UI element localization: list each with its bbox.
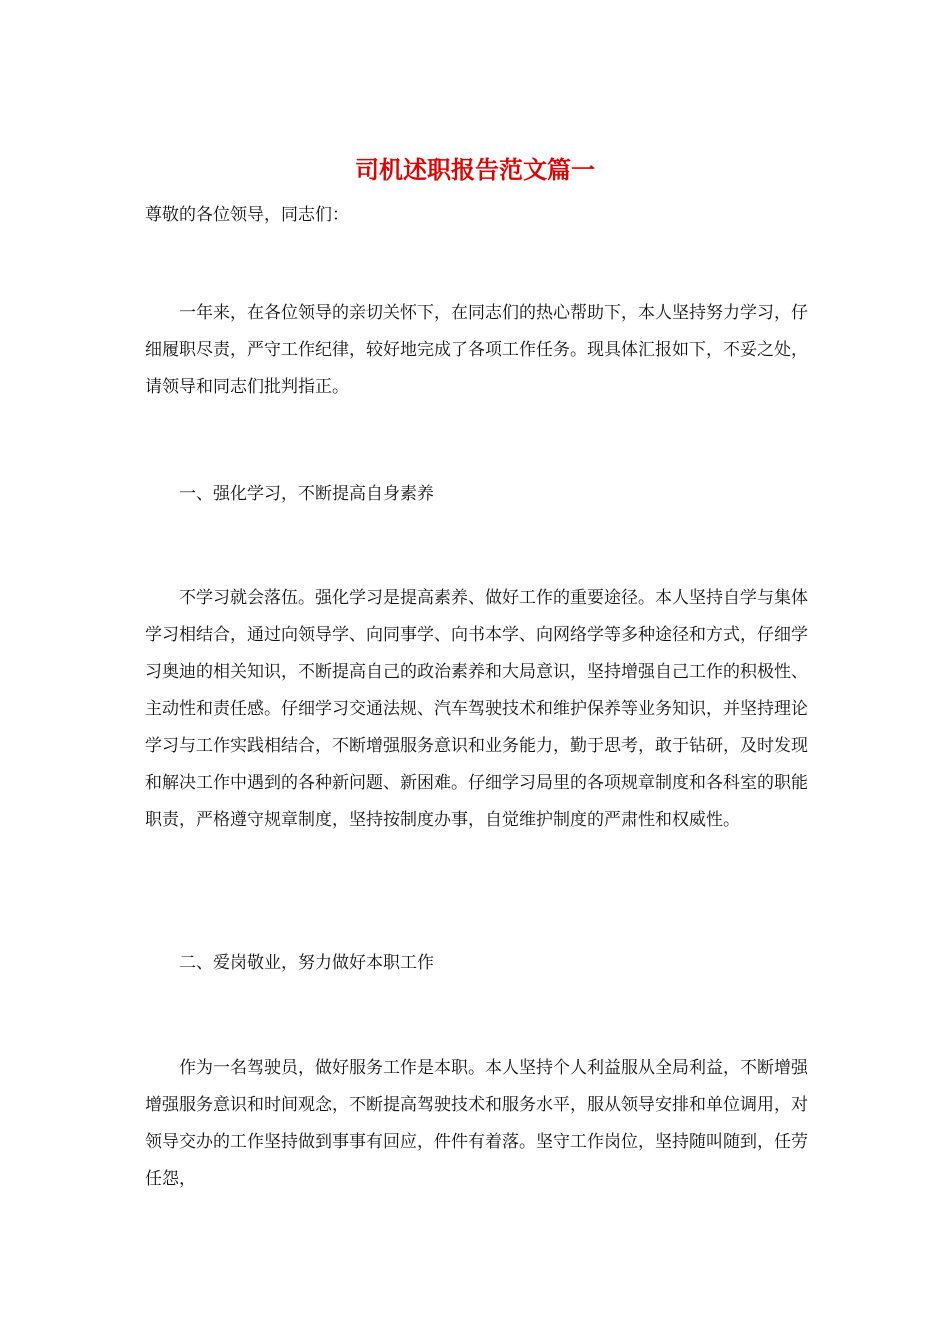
paragraph-study: 不学习就会落伍。强化学习是提高素养、做好工作的重要途径。本人坚持自学与集体学习相结合，通过向领导学、向同事学、向书本学、向网络学等多种途径和方式，仔细学习奥迪的相关知识，不断提高自己的政治素养和大局意识，坚持增强自己工作的积极性、主动性和责任感。仔细学习交通法规、汽车驾驶技术和维护保养等业务知识，并坚持理论学习与工作实践相结合，不断增强服务意识和业务能力，勤于思考，敢于钻研，及时发现和解决工作中遇到的各种新问题、新困难。仔细学习局里的各项规章制度和各科室的职能职责，严格遵守规章制度，坚持按制度办事，自觉维护制度的严肃性和权威性。 bbox=[145, 588, 808, 830]
section-heading-1: 一、强化学习，不断提高自身素养 bbox=[179, 484, 434, 504]
section-heading-2: 二、爱岗敬业，努力做好本职工作 bbox=[179, 953, 434, 973]
greeting-line: 尊敬的各位领导，同志们： bbox=[145, 205, 349, 225]
paragraph-intro: 一年来，在各位领导的亲切关怀下，在同志们的热心帮助下，本人坚持努力学习，仔细履职尽责，严守工作纪律，较好地完成了各项工作任务。现具体汇报如下，不妥之处，请领导和同志们批判指正。 bbox=[145, 303, 808, 397]
paragraph-duty: 作为一名驾驶员，做好服务工作是本职。本人坚持个人利益服从全局利益，不断增强增强服务意识和时间观念，不断提高驾驶技术和服务水平，服从领导安排和单位调用，对领导交办的工作坚持做到事事有回应，件件有着落。坚守工作岗位，坚持随叫随到，任劳任怨， bbox=[145, 1058, 808, 1189]
document-title: 司机述职报告范文篇一 bbox=[355, 155, 595, 184]
